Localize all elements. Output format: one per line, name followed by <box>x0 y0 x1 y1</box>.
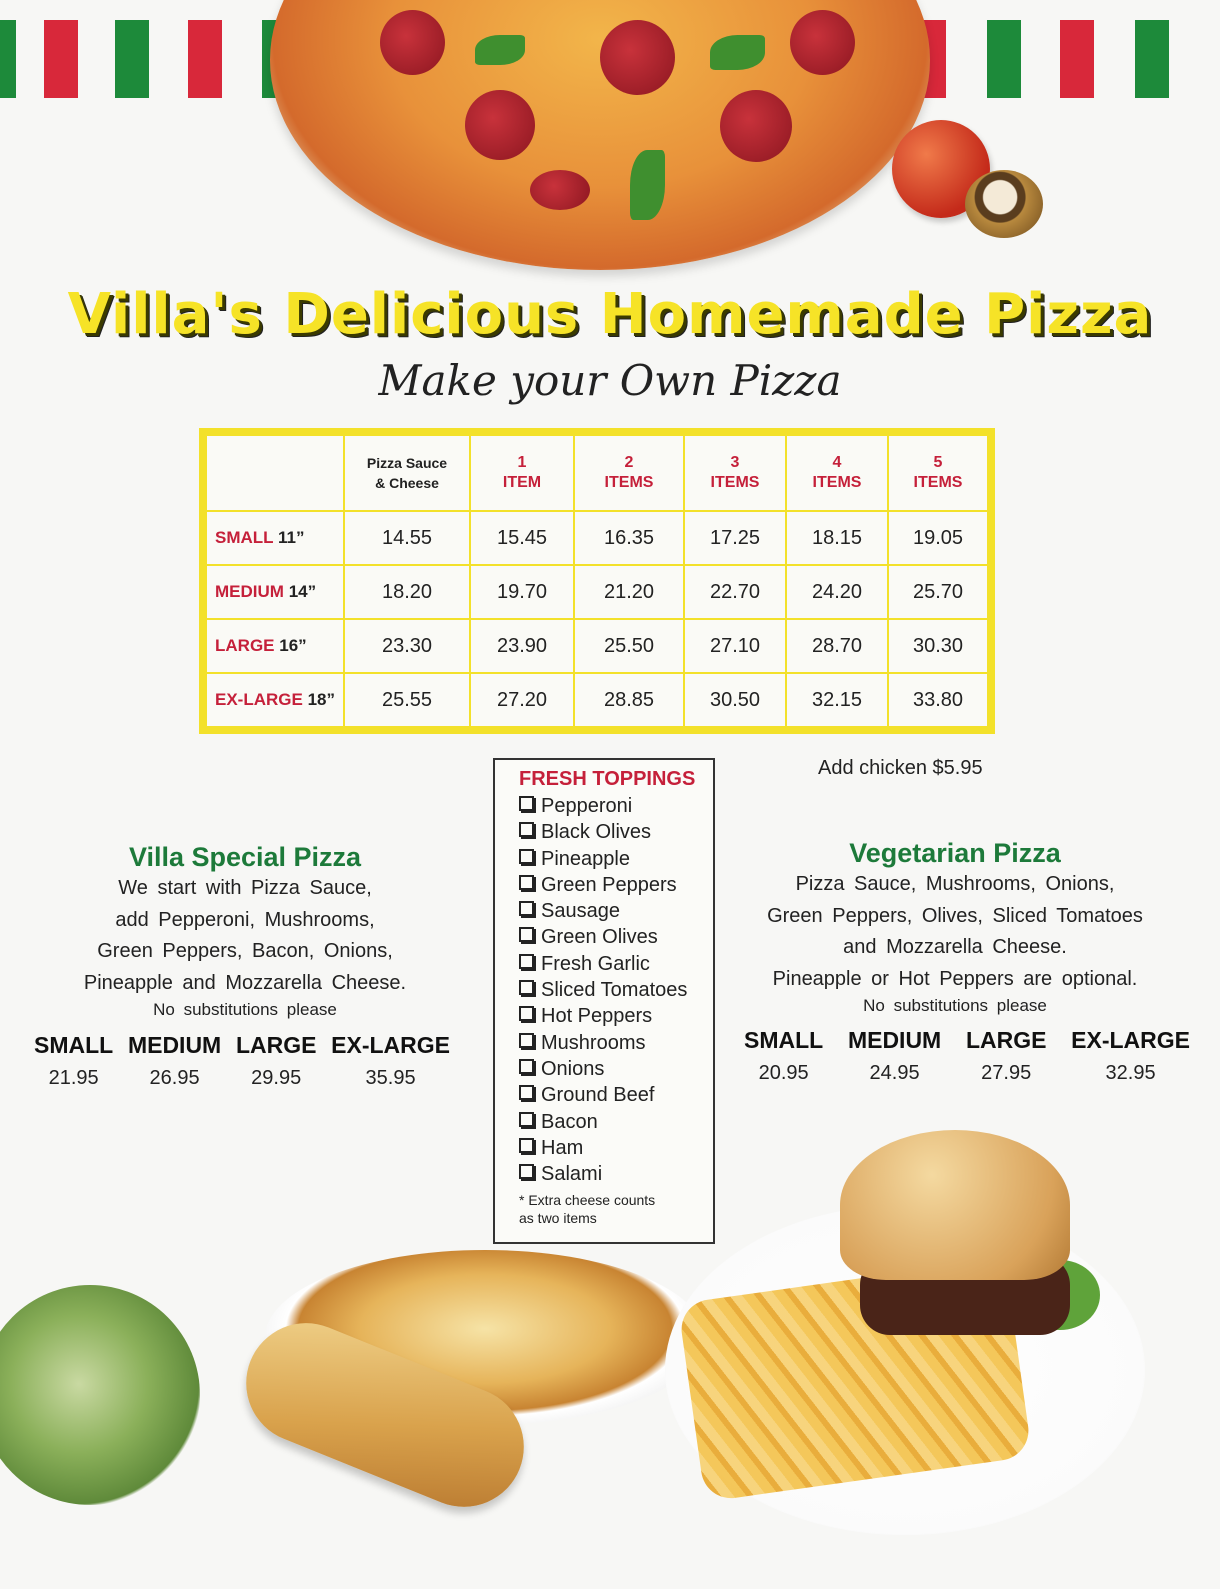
column-header: 1 ITEM <box>470 435 574 511</box>
flag-stripe <box>44 20 78 98</box>
description-line: Pineapple or Hot Peppers are optional. <box>772 967 1138 990</box>
price-cell: 28.70 <box>786 619 888 673</box>
checkbox-icon <box>519 980 534 995</box>
list-item: Pepperoni <box>519 793 713 819</box>
page-title: Villa's Delicious Homemade Pizza <box>67 282 1153 347</box>
toppings-heading: FRESH TOPPINGS <box>519 768 696 790</box>
list-item: Salami <box>519 1161 713 1187</box>
flag-stripe <box>987 20 1021 98</box>
list-item: Fresh Garlic <box>519 951 713 977</box>
size-label: EX-LARGE 18” <box>206 673 344 727</box>
size-price: LARGE 27.95 <box>965 1027 1047 1084</box>
price-table <box>199 428 995 734</box>
size-price: SMALL 20.95 <box>744 1027 824 1084</box>
toppings-list <box>495 793 713 1187</box>
size-label: MEDIUM 14” <box>206 565 344 619</box>
description-line: Green Peppers, Olives, Sliced Tomatoes <box>767 904 1143 927</box>
burger-image <box>840 1130 1070 1280</box>
toppings-box <box>493 758 715 1244</box>
flag-stripe <box>115 20 149 98</box>
checkbox-icon <box>519 849 534 864</box>
column-header: 5 ITEMS <box>888 435 988 511</box>
price-cell: 27.10 <box>684 619 786 673</box>
mushroom-image <box>965 170 1043 238</box>
list-item: Sausage <box>519 898 713 924</box>
price-cell: 15.45 <box>470 511 574 565</box>
table-row <box>206 565 988 619</box>
table-row <box>206 619 988 673</box>
flag-stripe <box>188 20 222 98</box>
column-header: 2 ITEMS <box>574 435 684 511</box>
checkbox-icon <box>519 1033 534 1048</box>
list-item: Hot Peppers <box>519 1003 713 1029</box>
no-substitutions-note: No substitutions please <box>153 1000 337 1019</box>
list-item: Sliced Tomatoes <box>519 977 713 1003</box>
price-table-corner <box>206 435 344 511</box>
column-header: Pizza Sauce & Cheese <box>344 435 470 511</box>
checkbox-icon <box>519 875 534 890</box>
size-price: SMALL 21.95 <box>34 1032 114 1089</box>
price-cell: 21.20 <box>574 565 684 619</box>
list-item: Bacon <box>519 1109 713 1135</box>
no-substitutions-note: No substitutions please <box>863 996 1047 1015</box>
vegetarian-title: Vegetarian Pizza <box>849 838 1061 868</box>
price-cell: 19.05 <box>888 511 988 565</box>
flag-stripe <box>1060 20 1094 98</box>
villa-special-section <box>40 842 450 1021</box>
description-line: Pizza Sauce, Mushrooms, Onions, <box>795 873 1115 895</box>
page-subtitle: Make your Own Pizza <box>378 356 842 405</box>
price-cell: 18.15 <box>786 511 888 565</box>
price-cell: 25.50 <box>574 619 684 673</box>
size-price: EX-LARGE 35.95 <box>331 1032 450 1089</box>
price-cell: 23.90 <box>470 619 574 673</box>
price-cell: 18.20 <box>344 565 470 619</box>
price-cell: 19.70 <box>470 565 574 619</box>
table-row <box>206 511 988 565</box>
description-line: Green Peppers, Bacon, Onions, <box>97 940 393 962</box>
add-chicken-note: Add chicken $5.95 <box>818 757 983 779</box>
vegetarian-section <box>740 838 1170 1017</box>
size-label: SMALL 11” <box>206 511 344 565</box>
size-price: LARGE 29.95 <box>235 1032 317 1089</box>
description-line: We start with Pizza Sauce, <box>118 877 372 899</box>
list-item: Pineapple <box>519 846 713 872</box>
price-cell: 25.70 <box>888 565 988 619</box>
list-item: Green Olives <box>519 924 713 950</box>
price-cell: 30.30 <box>888 619 988 673</box>
size-price: MEDIUM 24.95 <box>847 1027 942 1084</box>
list-item: Mushrooms <box>519 1030 713 1056</box>
checkbox-icon <box>519 1085 534 1100</box>
price-cell: 32.15 <box>786 673 888 727</box>
size-price: EX-LARGE 32.95 <box>1071 1027 1190 1084</box>
price-cell: 28.85 <box>574 673 684 727</box>
price-cell: 23.30 <box>344 619 470 673</box>
description-line: add Pepperoni, Mushrooms, <box>115 908 375 931</box>
column-header: 4 ITEMS <box>786 435 888 511</box>
villa-special-title: Villa Special Pizza <box>128 842 362 872</box>
price-cell: 16.35 <box>574 511 684 565</box>
price-cell: 30.50 <box>684 673 786 727</box>
checkbox-icon <box>519 1006 534 1021</box>
salad-image <box>0 1285 200 1505</box>
checkbox-icon <box>519 901 534 916</box>
list-item: Green Peppers <box>519 872 713 898</box>
checkbox-icon <box>519 796 534 811</box>
checkbox-icon <box>519 1059 534 1074</box>
price-table-header <box>206 435 988 511</box>
price-cell: 22.70 <box>684 565 786 619</box>
checkbox-icon <box>519 927 534 942</box>
flag-stripe <box>0 20 16 98</box>
checkbox-icon <box>519 822 534 837</box>
checkbox-icon <box>519 954 534 969</box>
description-line: and Mozzarella Cheese. <box>843 936 1067 958</box>
list-item: Onions <box>519 1056 713 1082</box>
column-header: 3 ITEMS <box>684 435 786 511</box>
extra-cheese-note: * Extra cheese counts as two items <box>519 1192 656 1227</box>
vegetarian-prices <box>744 1027 1190 1085</box>
description-line: Pineapple and Mozzarella Cheese. <box>83 971 407 994</box>
pizza-image <box>270 0 930 270</box>
table-row <box>206 673 988 727</box>
price-cell: 25.55 <box>344 673 470 727</box>
price-cell: 27.20 <box>470 673 574 727</box>
checkbox-icon <box>519 1112 534 1127</box>
list-item: Black Olives <box>519 819 713 845</box>
flag-stripe <box>1135 20 1169 98</box>
list-item: Ham <box>519 1135 713 1161</box>
checkbox-icon <box>519 1138 534 1153</box>
size-label: LARGE 16” <box>206 619 344 673</box>
list-item: Ground Beef <box>519 1082 713 1108</box>
price-cell: 33.80 <box>888 673 988 727</box>
checkbox-icon <box>519 1164 534 1179</box>
price-cell: 17.25 <box>684 511 786 565</box>
villa-special-prices <box>34 1032 450 1090</box>
price-cell: 24.20 <box>786 565 888 619</box>
price-cell: 14.55 <box>344 511 470 565</box>
size-price: MEDIUM 26.95 <box>127 1032 222 1089</box>
